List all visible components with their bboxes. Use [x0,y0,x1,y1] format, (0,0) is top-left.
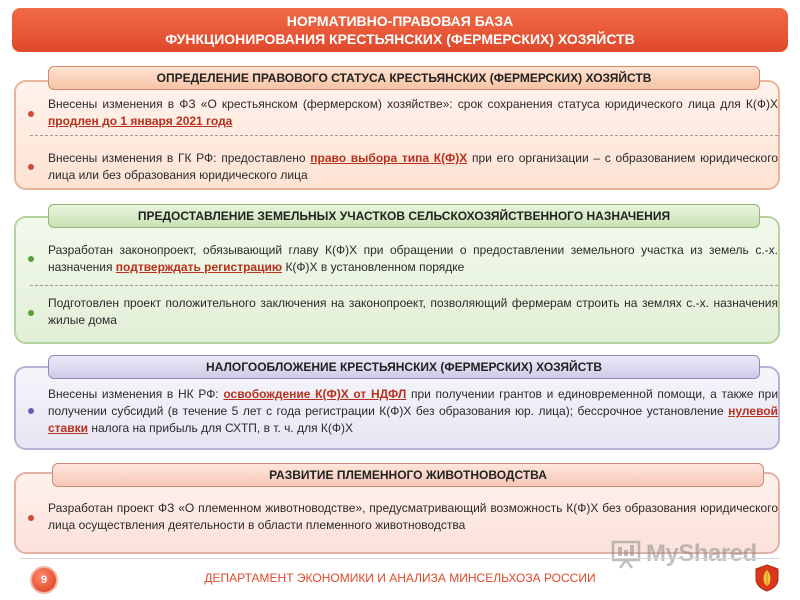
title-line-1: НОРМАТИВНО-ПРАВОВАЯ БАЗА [286,13,514,29]
item-highlight: право выбора типа К(Ф)Х [310,151,468,165]
list-item [48,386,778,437]
item-highlight: подтверждать регистрацию [115,260,283,274]
item-text: Внесены изменения в ГК РФ: предоставлено [48,151,311,165]
bullet-icon [28,164,34,170]
page-number: 9 [30,566,58,594]
divider [30,285,778,286]
presentation-icon [610,538,642,570]
item-text: Внесены изменения в ФЗ «О крестьянском (фермерском) хозяйстве»: срок сохранения статуса юридического лица для К(Ф)Х [48,97,778,111]
bullet-icon [28,408,34,414]
footer-divider [20,558,780,559]
watermark [610,534,757,574]
watermark-text: MyShared [646,540,757,567]
item-text: Разработан проект ФЗ «О племенном животноводстве», предусматривающий возможность К(Ф)Х без образования юридического лица осуществления деятельности в области племенного животноводства [48,501,778,532]
section-header-breeding: РАЗВИТИЕ ПЛЕМЕННОГО ЖИВОТНОВОДСТВА [52,463,764,487]
section-header-land-plots: ПРЕДОСТАВЛЕНИЕ ЗЕМЕЛЬНЫХ УЧАСТКОВ СЕЛЬСКОХОЗЯЙСТВЕННОГО НАЗНАЧЕНИЯ [48,204,760,228]
list-item [48,500,778,534]
divider [30,135,778,136]
ministry-emblem-icon [754,564,780,592]
item-highlight: продлен до 1 января 2021 года [48,114,233,128]
footer-department: ДЕПАРТАМЕНТ ЭКОНОМИКИ И АНАЛИЗА МИНСЕЛЬХОЗА РОССИИ [204,571,596,585]
list-item [48,96,778,130]
list-item [48,150,778,184]
item-highlight-2: нулевой ставки [48,404,778,435]
list-item [48,295,778,329]
section-header-taxation: НАЛОГООБЛОЖЕНИЕ КРЕСТЬЯНСКИХ (ФЕРМЕРСКИХ) ХОЗЯЙСТВ [48,355,760,379]
bullet-icon [28,515,34,521]
item-text-end: налога на прибыль для СХТП, в т. ч. для К(Ф)Х [87,421,354,435]
bullet-icon [28,310,34,316]
item-text: Подготовлен проект положительного заключения на законопроект, позволяющий фермерам строить на землях с.-х. назначения жилые дома [48,296,778,327]
list-item [48,242,778,276]
page-title [12,8,788,52]
item-text: Внесены изменения в НК РФ: [48,387,224,401]
item-text-end: К(Ф)Х в установленном порядке [282,260,465,274]
bullet-icon [28,256,34,262]
item-text: Разработан законопроект, обязывающий главу К(Ф)Х при обращении о предоставлении земельного участка из земель с.-х. назначения [48,243,778,274]
item-highlight: освобождение К(Ф)Х от НДФЛ [223,387,407,401]
section-header-legal-status: ОПРЕДЕЛЕНИЕ ПРАВОВОГО СТАТУСА КРЕСТЬЯНСКИХ (ФЕРМЕРСКИХ) ХОЗЯЙСТВ [48,66,760,90]
bullet-icon [28,111,34,117]
item-text-end: при его организации – с образованием юридического лица или без образования юридического лица [48,151,778,182]
title-line-2: ФУНКЦИОНИРОВАНИЯ КРЕСТЬЯНСКИХ (ФЕРМЕРСКИХ) ХОЗЯЙСТВ [165,31,635,47]
item-text-mid: при получении грантов и единовременной помощи, а также при получении субсидий (в течение 5 лет с года регистрации К(Ф)Х без образования юр. лица); бессрочное установление [48,387,779,418]
